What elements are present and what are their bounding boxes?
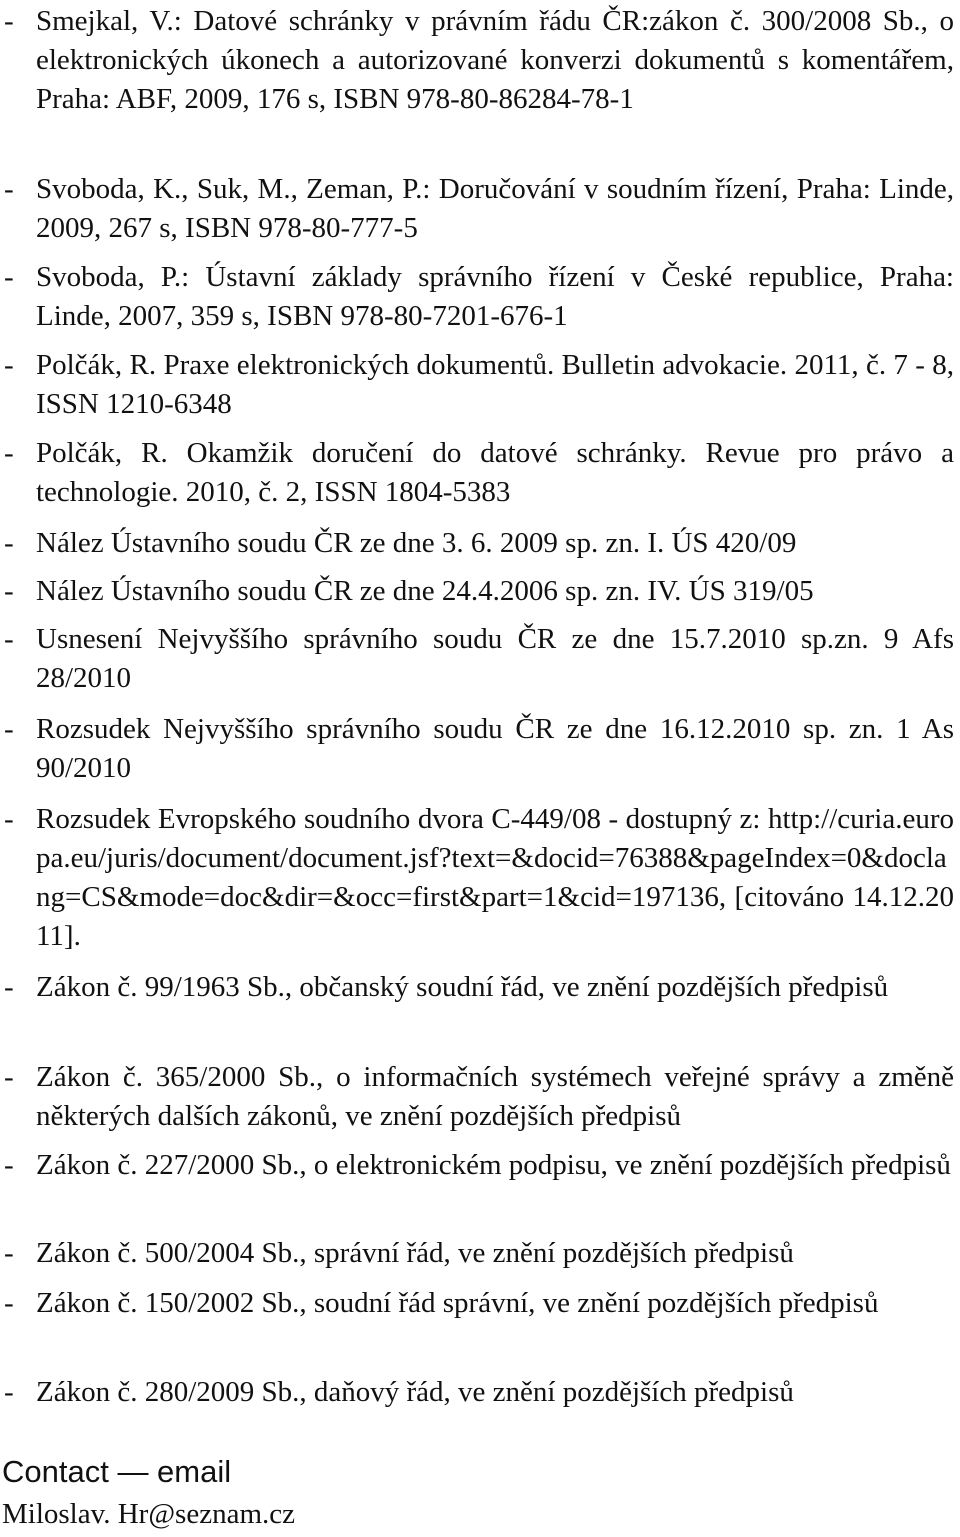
reference-text: Rozsudek Evropského soudního dvora C-449/08 - dostupný z: http://curia.europa.eu/juris/document/document.jsf?text=&docid=76388&pageIndex=0&doclang=CS&mode=doc&dir=&occ=first&part=1&cid=197136, [citováno 14.12.2011]. bbox=[36, 803, 954, 952]
list-dash: - bbox=[4, 261, 14, 293]
list-dash: - bbox=[4, 1061, 14, 1093]
contact-heading: Contact — email bbox=[2, 1454, 232, 1489]
list-dash: - bbox=[4, 1237, 14, 1269]
list-dash: - bbox=[4, 173, 14, 205]
list-dash: - bbox=[4, 575, 14, 607]
reference-text: Polčák, R. Okamžik doručení do datové schránky. Revue pro právo a technologie. 2010, č. 2, ISSN 1804-5383 bbox=[36, 437, 954, 508]
list-dash: - bbox=[4, 1376, 14, 1408]
reference-text: Smejkal, V.: Datové schránky v právním řádu ČR:zákon č. 300/2008 Sb., o elektronických úkonech a autorizované konverzi dokumentů s komentářem, Praha: ABF, 2009, 176 s, ISBN 978-80-86284-78-1 bbox=[36, 5, 954, 115]
contact-email: Miloslav. Hr@seznam.cz bbox=[2, 1498, 295, 1530]
list-dash: - bbox=[4, 623, 14, 655]
reference-text: Rozsudek Nejvyššího správního soudu ČR ze dne 16.12.2010 sp. zn. 1 As 90/2010 bbox=[36, 713, 954, 784]
list-dash: - bbox=[4, 527, 14, 559]
list-dash: - bbox=[4, 1287, 14, 1319]
reference-text: Zákon č. 150/2002 Sb., soudní řád správní, ve znění pozdějších předpisů bbox=[36, 1287, 879, 1319]
list-dash: - bbox=[4, 349, 14, 381]
reference-text: Zákon č. 500/2004 Sb., správní řád, ve znění pozdějších předpisů bbox=[36, 1237, 794, 1269]
reference-text: Svoboda, P.: Ústavní základy správního řízení v České republice, Praha: Linde, 2007, 359 s, ISBN 978-80-7201-676-1 bbox=[36, 261, 954, 332]
reference-text: Polčák, R. Praxe elektronických dokumentů. Bulletin advokacie. 2011, č. 7 - 8, ISSN 1210-6348 bbox=[36, 349, 954, 420]
reference-text: Zákon č. 227/2000 Sb., o elektronickém podpisu, ve znění pozdějších předpisů bbox=[36, 1149, 951, 1181]
list-dash: - bbox=[4, 803, 14, 835]
list-dash: - bbox=[4, 713, 14, 745]
list-dash: - bbox=[4, 1149, 14, 1181]
reference-text: Nález Ústavního soudu ČR ze dne 3. 6. 2009 sp. zn. I. ÚS 420/09 bbox=[36, 527, 797, 559]
reference-text: Nález Ústavního soudu ČR ze dne 24.4.2006 sp. zn. IV. ÚS 319/05 bbox=[36, 575, 814, 607]
list-dash: - bbox=[4, 437, 14, 469]
reference-text: Usnesení Nejvyššího správního soudu ČR ze dne 15.7.2010 sp.zn. 9 Afs 28/2010 bbox=[36, 623, 954, 694]
reference-text: Zákon č. 99/1963 Sb., občanský soudní řád, ve znění pozdějších předpisů bbox=[36, 971, 889, 1003]
reference-text: Zákon č. 280/2009 Sb., daňový řád, ve znění pozdějších předpisů bbox=[36, 1376, 794, 1408]
list-dash: - bbox=[4, 5, 14, 37]
reference-text: Svoboda, K., Suk, M., Zeman, P.: Doručování v soudním řízení, Praha: Linde, 2009, 267 s, ISBN 978-80-777-5 bbox=[36, 173, 954, 244]
list-dash: - bbox=[4, 971, 14, 1003]
reference-text: Zákon č. 365/2000 Sb., o informačních systémech veřejné správy a změně některých dalších zákonů, ve znění pozdějších předpisů bbox=[36, 1061, 954, 1132]
